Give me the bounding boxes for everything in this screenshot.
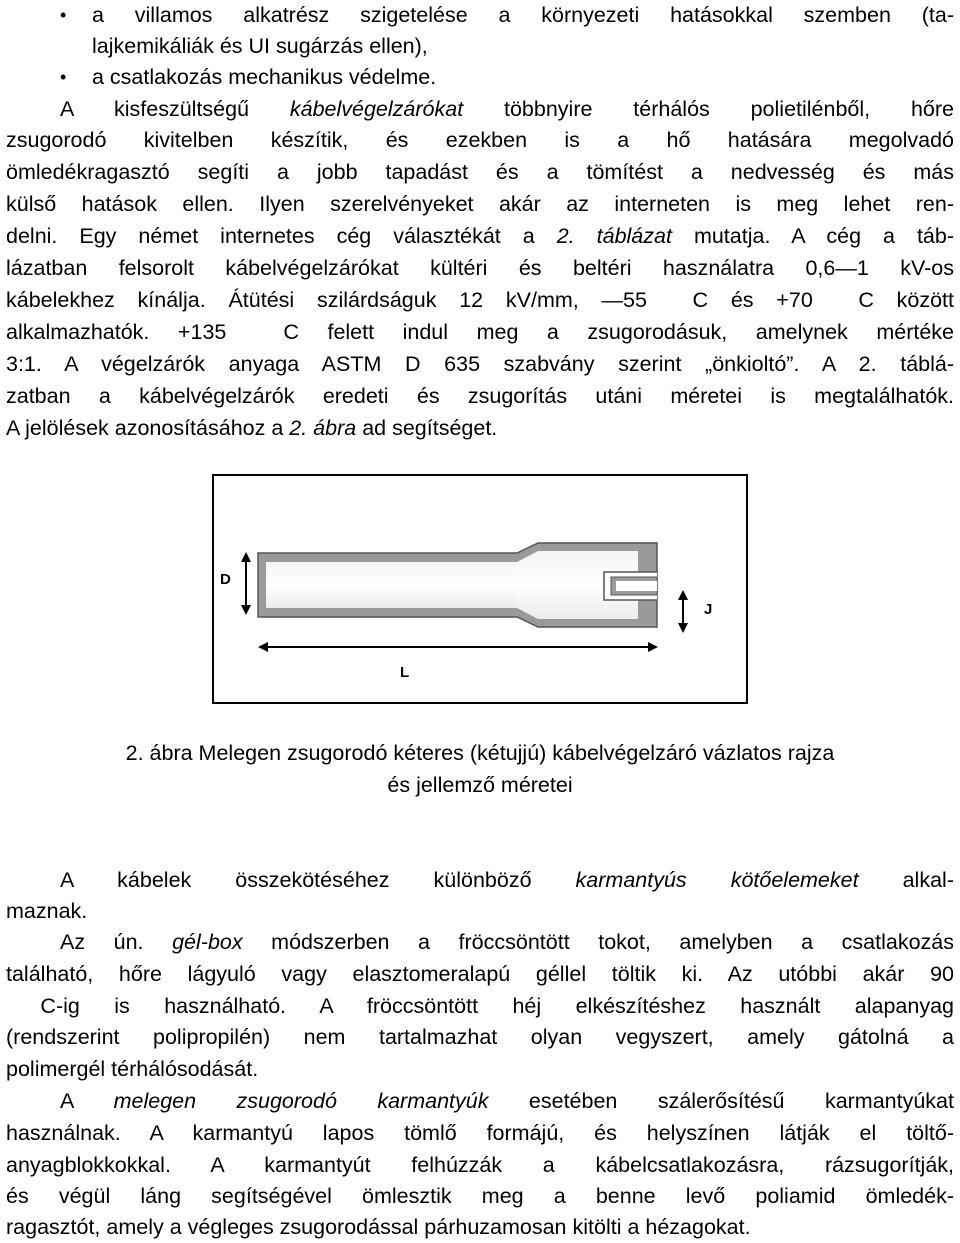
paragraph-line: zatban a kábelvégelzárók eredeti és zsugorítás utáni méretei is megtalálhatók.	[6, 384, 954, 408]
paragraph-line: A kábelek összekötéséhez különböző karmantyús kötőelemeket alkal-	[60, 868, 954, 892]
label-j: J	[704, 601, 713, 618]
paragraph-line: delni. Egy német internetes cég választékát a 2. táblázat mutatja. A cég a táb-	[6, 224, 955, 248]
bullet-dot: •	[60, 5, 67, 25]
paragraph-line: használnak. A karmantyú lapos tömlő formájú, és helyszínen látják el töltő-	[6, 1121, 954, 1145]
paragraph-line: zsugorodó kivitelben készítik, és ezekben is a hő hatására megolvadó	[6, 128, 954, 152]
label-l: L	[400, 664, 410, 681]
figure-frame	[212, 474, 748, 704]
paragraph-line: (rendszerint polipropilén) nem tartalmazhat olyan vegyszert, amely gátolná a	[6, 1025, 954, 1049]
bullet-text: lajkemikáliák és UI sugárzás ellen),	[92, 34, 428, 58]
paragraph-line: polimergél térhálósodását.	[6, 1057, 259, 1081]
paragraph-line: található, hőre lágyuló vagy elasztomeralapú géllel töltik ki. Az utóbbi akár 90	[6, 962, 954, 986]
paragraph-line: 3:1. A végelzárók anyaga ASTM D 635 szabvány szerint „önkioltó”. A 2. táblá-	[6, 352, 954, 376]
bullet-dot: •	[60, 67, 67, 87]
paragraph-line: lázatban felsorolt kábelvégelzárókat kültéri és beltéri használatra 0,6—1 kV-os	[6, 256, 954, 280]
paragraph-line: A kisfeszültségű kábelvégelzárókat többnyire térhálós polietilénből, hőre	[60, 97, 954, 121]
bullet-text: a villamos alkatrész szigetelése a környezeti hatásokkal szemben (ta-	[92, 3, 954, 27]
label-d: D	[220, 571, 231, 588]
cable-end-cap-drawing	[214, 476, 746, 702]
paragraph-line: külső hatások ellen. Ilyen szerelvényeket akár az interneten is meg lehet ren-	[6, 192, 954, 216]
figure-caption: és jellemző méretei	[387, 773, 573, 797]
paragraph-line: Az ún. gél-box módszerben a fröccsöntött tokot, amelyben a csatlakozás	[60, 930, 954, 954]
paragraph-line: A jelölések azonosításához a 2. ábra ad segítséget.	[6, 416, 498, 440]
paragraph-line: maznak.	[6, 899, 88, 923]
paragraph-line: ömledékragasztó segíti a jobb tapadást és a tömítést a nedvesség és más	[6, 160, 954, 184]
paragraph-line: és végül láng segítségével ömlesztik meg a benne levő poliamid ömledék-	[6, 1184, 954, 1208]
paragraph-line: C-ig is használható. A fröccsöntött héj elkészítéshez használt alapanyag	[6, 994, 954, 1018]
paragraph-line: kábelekhez kínálja. Átütési szilárdságuk 12 kV/mm, —55 C és +70 C között	[6, 288, 954, 312]
figure-caption: 2. ábra Melegen zsugorodó kéteres (kétujjú) kábelvégelzáró vázlatos rajza	[125, 741, 835, 765]
paragraph-line: anyagblokkokkal. A karmantyút felhúzzák a kábelcsatlakozásra, rázsugorítják,	[6, 1153, 954, 1177]
tube-highlight	[266, 562, 519, 608]
paragraph-line: alkalmazhatók. +135 C felett indul meg a zsugorodásuk, amelynek mértéke	[6, 320, 954, 344]
paragraph-line: ragasztót, amely a végleges zsugorodással párhuzamosan kitölti a hézagokat.	[6, 1215, 751, 1239]
paragraph-line: A melegen zsugorodó karmantyúk esetében szálerősítésű karmantyúkat	[60, 1089, 954, 1113]
bullet-text: a csatlakozás mechanikus védelme.	[92, 65, 437, 89]
